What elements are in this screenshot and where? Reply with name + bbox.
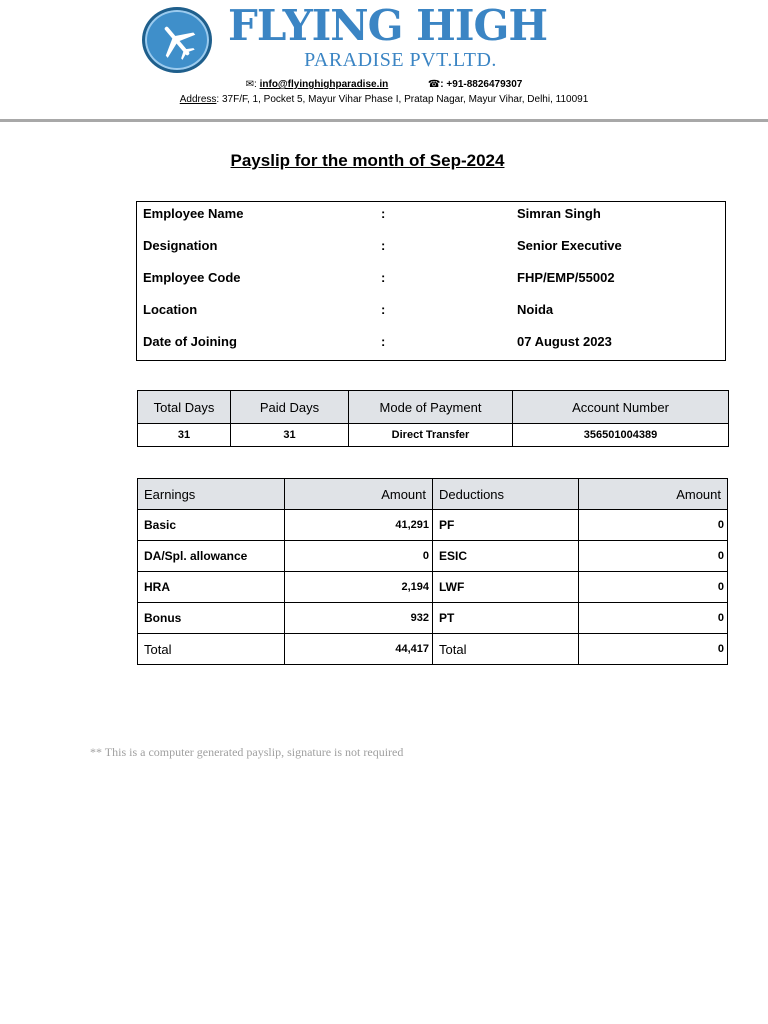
airplane-icon: [155, 19, 199, 63]
paid-days-value: 31: [231, 424, 349, 447]
address-text: : 37F/F, 1, Pocket 5, Mayur Vihar Phase I, Pratap Nagar, Mayur Vihar, Delhi, 110091: [216, 94, 589, 105]
contact-line: [0, 78, 768, 92]
attendance-table: [137, 390, 729, 447]
attendance-value-row: [138, 424, 729, 447]
info-label: Designation: [143, 238, 218, 253]
attendance-header-row: [138, 391, 729, 424]
info-value: FHP/EMP/55002: [517, 270, 615, 285]
total-row: [138, 634, 728, 665]
email-label: :: [254, 79, 257, 90]
info-value: 07 August 2023: [517, 334, 612, 349]
earning-amount: 0: [285, 541, 433, 572]
earning-amount: 2,194: [285, 572, 433, 603]
total-days-value: 31: [138, 424, 231, 447]
deduction-label: ESIC: [433, 541, 579, 572]
earnings-total-label: Total: [138, 634, 285, 665]
info-row-location: [137, 300, 725, 332]
phone-number: +91-8826479307: [446, 79, 523, 90]
info-row-employee-name: [137, 204, 725, 236]
deductions-total-label: Total: [433, 634, 579, 665]
table-row: [138, 603, 728, 634]
table-row: [138, 572, 728, 603]
payment-mode-value: Direct Transfer: [349, 424, 513, 447]
account-number-value: 356501004389: [513, 424, 729, 447]
paid-days-header: Paid Days: [231, 391, 349, 424]
info-label: Location: [143, 302, 198, 317]
earning-label: Bonus: [138, 603, 285, 634]
info-value: Simran Singh: [517, 206, 601, 221]
email-link[interactable]: info@flyinghighparadise.in: [259, 79, 389, 90]
footer-note: ** This is a computer generated payslip, signature is not required: [90, 745, 404, 759]
address-label: Address: [179, 94, 217, 105]
payslip-title: Payslip for the month of Sep-2024: [230, 151, 505, 170]
company-name: FLYING HIGH: [228, 1, 548, 50]
table-row: [138, 541, 728, 572]
earnings-total-amount: 44,417: [285, 634, 433, 665]
earnings-header: Earnings: [138, 479, 285, 510]
salary-header-row: [138, 479, 728, 510]
info-row-date-of-joining: [137, 332, 725, 364]
account-number-header: Account Number: [513, 391, 729, 424]
company-subtitle: PARADISE PVT.LTD.: [304, 49, 497, 71]
deduction-label: PT: [433, 603, 579, 634]
info-separator: :: [381, 270, 386, 285]
deduction-amount: 0: [579, 572, 728, 603]
address-line: [0, 93, 768, 107]
info-label: Employee Code: [143, 270, 241, 285]
earning-label: DA/Spl. allowance: [138, 541, 285, 572]
email-icon: ✉: [245, 79, 255, 90]
info-separator: :: [381, 206, 386, 221]
company-logo: [142, 7, 212, 73]
info-separator: :: [381, 238, 386, 253]
salary-table: [137, 478, 728, 665]
deduction-amount: 0: [579, 603, 728, 634]
header-divider: [0, 119, 768, 122]
table-row: [138, 510, 728, 541]
info-value: Senior Executive: [517, 238, 622, 253]
deductions-header: Deductions: [433, 479, 579, 510]
earnings-amount-header: Amount: [285, 479, 433, 510]
deductions-amount-header: Amount: [579, 479, 728, 510]
phone-label: :: [440, 79, 444, 90]
deductions-total-amount: 0: [579, 634, 728, 665]
earning-label: Basic: [138, 510, 285, 541]
phone-icon: ☎: [427, 79, 441, 90]
info-separator: :: [381, 334, 386, 349]
deduction-label: PF: [433, 510, 579, 541]
earning-label: HRA: [138, 572, 285, 603]
info-label: Employee Name: [143, 206, 244, 221]
payment-mode-header: Mode of Payment: [349, 391, 513, 424]
info-label: Date of Joining: [143, 334, 237, 349]
info-value: Noida: [517, 302, 554, 317]
total-days-header: Total Days: [138, 391, 231, 424]
deduction-label: LWF: [433, 572, 579, 603]
info-separator: :: [381, 302, 386, 317]
employee-info-box: [136, 201, 726, 361]
deduction-amount: 0: [579, 510, 728, 541]
earning-amount: 932: [285, 603, 433, 634]
info-row-employee-code: [137, 268, 725, 300]
earning-amount: 41,291: [285, 510, 433, 541]
deduction-amount: 0: [579, 541, 728, 572]
info-row-designation: [137, 236, 725, 268]
